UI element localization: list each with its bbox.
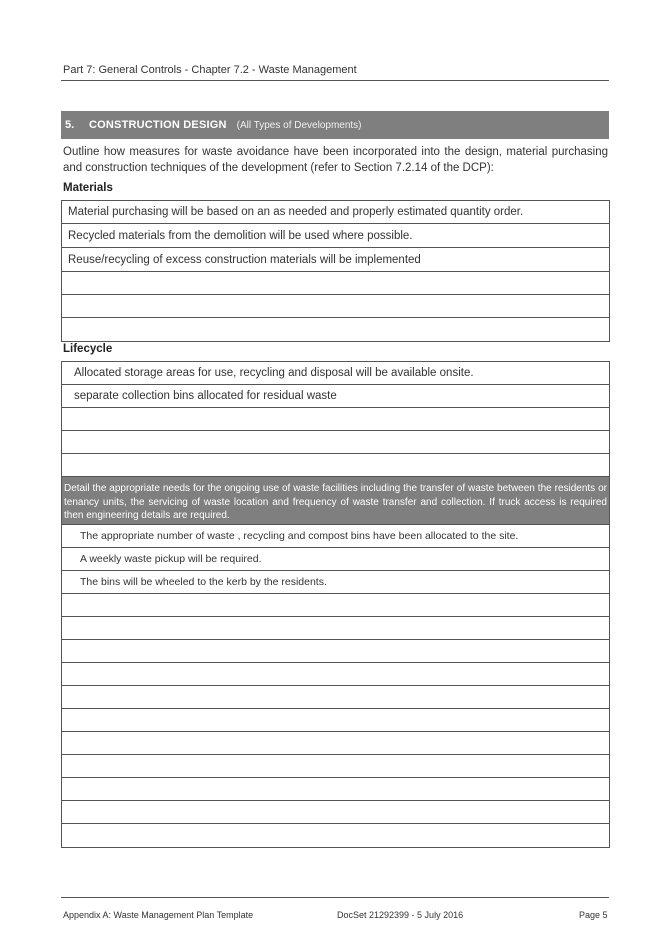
detail-row[interactable] bbox=[62, 617, 609, 640]
lifecycle-row[interactable] bbox=[62, 408, 609, 431]
detail-row[interactable] bbox=[62, 663, 609, 686]
lifecycle-row[interactable]: Allocated storage areas for use, recycling and disposal will be available onsite. bbox=[62, 362, 609, 385]
lifecycle-row[interactable] bbox=[62, 454, 609, 477]
detail-row[interactable] bbox=[62, 594, 609, 617]
materials-row[interactable]: Reuse/recycling of excess construction materials will be implemented bbox=[62, 248, 609, 272]
detail-row[interactable] bbox=[62, 755, 609, 778]
footer-page-number: Page 5 bbox=[579, 910, 608, 920]
section-number: 5. bbox=[65, 119, 75, 131]
header-divider bbox=[61, 80, 609, 81]
detail-row[interactable] bbox=[62, 709, 609, 732]
detail-row[interactable] bbox=[62, 824, 609, 847]
detail-row[interactable]: The appropriate number of waste , recycling and compost bins have been allocated to the site. bbox=[62, 525, 609, 548]
materials-row[interactable] bbox=[62, 272, 609, 295]
lifecycle-row[interactable] bbox=[62, 431, 609, 454]
detail-row[interactable] bbox=[62, 732, 609, 755]
footer-divider bbox=[61, 897, 609, 898]
section-subtitle: (All Types of Developments) bbox=[236, 119, 362, 131]
lifecycle-row[interactable]: separate collection bins allocated for residual waste bbox=[62, 385, 609, 408]
materials-row[interactable]: Material purchasing will be based on an as needed and properly estimated quantity order. bbox=[62, 201, 609, 224]
detail-row[interactable] bbox=[62, 778, 609, 801]
lifecycle-table bbox=[61, 361, 610, 848]
section-heading-bar bbox=[61, 111, 609, 139]
detail-row[interactable]: A weekly waste pickup will be required. bbox=[62, 548, 609, 571]
materials-row[interactable]: Recycled materials from the demolition will be used where possible. bbox=[62, 224, 609, 248]
materials-table bbox=[61, 200, 610, 342]
page-header-title: Part 7: General Controls - Chapter 7.2 - Waste Management bbox=[63, 64, 357, 76]
detail-row[interactable]: The bins will be wheeled to the kerb by the residents. bbox=[62, 571, 609, 594]
section-title: CONSTRUCTION DESIGN bbox=[89, 119, 227, 131]
materials-row[interactable] bbox=[62, 318, 609, 341]
detail-row[interactable] bbox=[62, 686, 609, 709]
materials-row[interactable] bbox=[62, 295, 609, 318]
section-intro: Outline how measures for waste avoidance have been incorporated into the design, material purchasing and construction techniques of the development (refer to Section 7.2.14 of the DCP): bbox=[63, 146, 608, 174]
materials-label: Materials bbox=[63, 182, 113, 194]
detail-row[interactable] bbox=[62, 640, 609, 663]
footer-document-title: Appendix A: Waste Management Plan Template bbox=[63, 910, 254, 920]
footer-docset: DocSet 21292399 - 5 July 2016 bbox=[337, 910, 464, 920]
lifecycle-label: Lifecycle bbox=[63, 343, 113, 355]
detail-prompt: Detail the appropriate needs for the ongoing use of waste facilities including the transfer of waste between the residents or tenancy units, the servicing of waste location and frequency of waste transfer and collection. If truck access is required then engineering details are required. bbox=[62, 477, 609, 525]
detail-row[interactable] bbox=[62, 801, 609, 824]
